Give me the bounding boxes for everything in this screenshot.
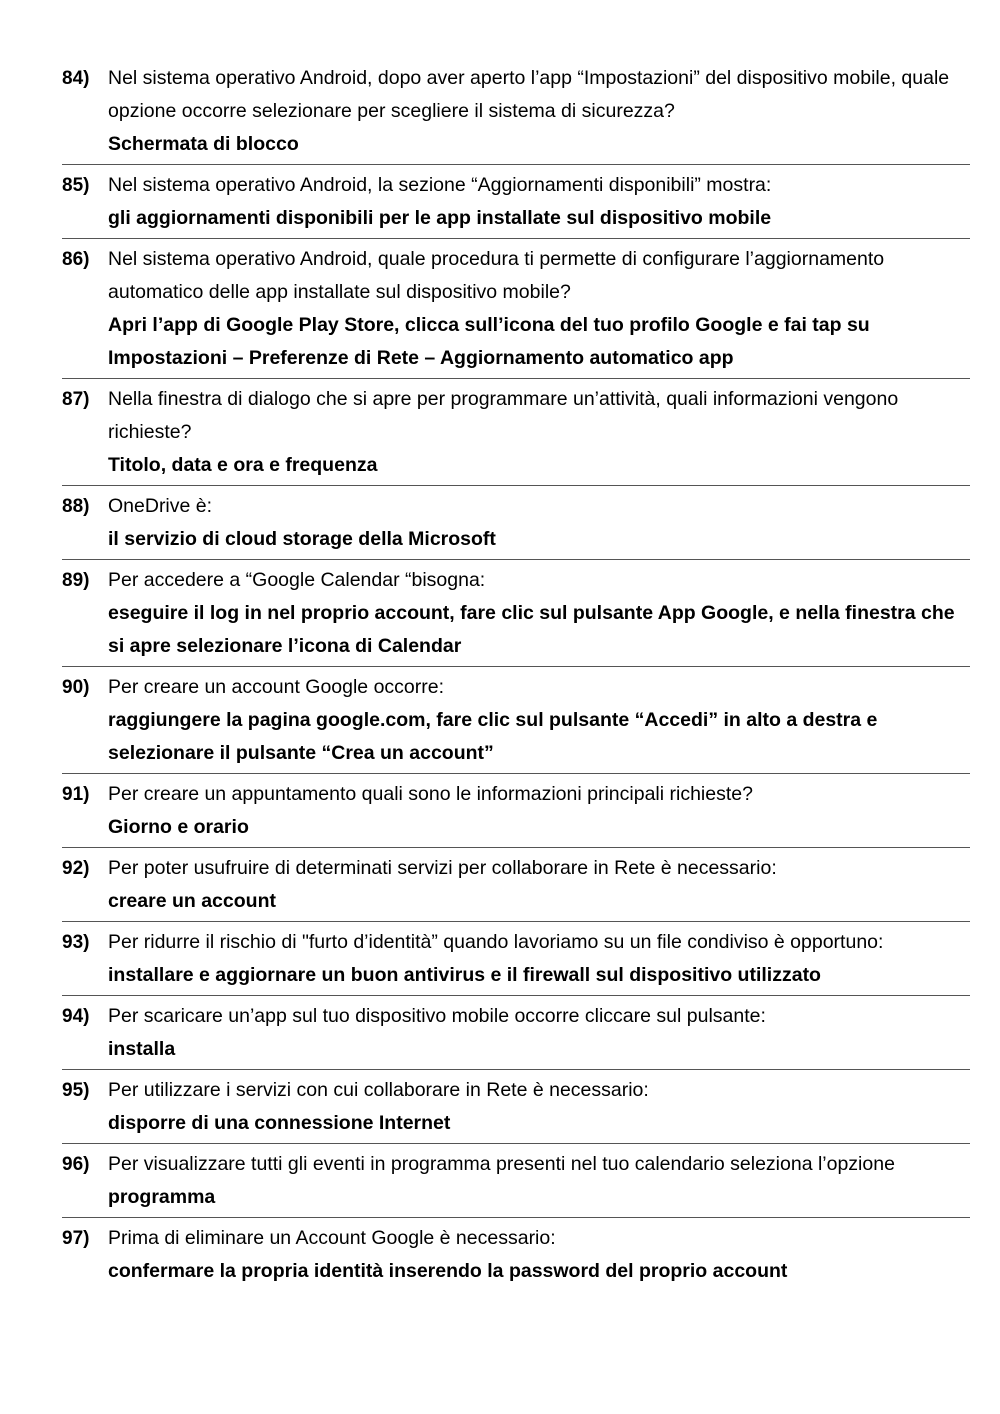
question-text: Per visualizzare tutti gli eventi in programma presenti nel tuo calendario seleziona l’opzione [108,1153,895,1175]
qa-item [62,239,970,379]
qa-body [108,564,970,663]
qa-item [62,996,970,1070]
answer-text: confermare la propria identità inserendo la password del proprio account [108,1260,788,1282]
question-number: 96) [62,1154,90,1175]
answer-text: Giorno e orario [108,816,249,838]
qa-body [108,1222,970,1288]
qa-item [62,848,970,922]
question-text: OneDrive è: [108,495,213,517]
question-number: 95) [62,1080,90,1101]
question-number: 91) [62,784,90,805]
question-text: Nel sistema operativo Android, quale procedura ti permette di configurare l’aggiornamento automatico delle app installate sul dispositivo mobile? [108,248,885,303]
question-text: Per creare un account Google occorre: [108,676,445,698]
qa-body [108,852,970,918]
question-number: 93) [62,932,90,953]
question-number: 92) [62,858,90,879]
question-text: Per accedere a “Google Calendar “bisogna: [108,569,486,591]
question-number: 90) [62,677,90,698]
qa-body [108,926,970,992]
qa-body [108,243,970,375]
question-number: 88) [62,496,90,517]
qa-body [108,62,970,161]
question-text: Per poter usufruire di determinati servizi per collaborare in Rete è necessario: [108,857,777,879]
question-text: Per creare un appuntamento quali sono le informazioni principali richieste? [108,783,753,805]
qa-body [108,490,970,556]
qa-item [62,922,970,996]
qa-item [62,379,970,486]
qa-item [62,1144,970,1218]
answer-text: il servizio di cloud storage della Microsoft [108,528,496,550]
qa-body [108,383,970,482]
question-number: 85) [62,175,90,196]
answer-text: installa [108,1038,176,1060]
qa-body [108,778,970,844]
answer-text: installare e aggiornare un buon antivirus e il firewall sul dispositivo utilizzato [108,964,821,986]
qa-item [62,667,970,774]
question-text: Per scaricare un’app sul tuo dispositivo mobile occorre cliccare sul pulsante: [108,1005,766,1027]
qa-item [62,486,970,560]
qa-item [62,1070,970,1144]
qa-list [62,58,970,1291]
question-text: Nel sistema operativo Android, dopo aver aperto l’app “Impostazioni” del dispositivo mobile, quale opzione occorre selezionare per scegliere il sistema di sicurezza? [108,67,950,122]
question-text: Nel sistema operativo Android, la sezione “Aggiornamenti disponibili” mostra: [108,174,772,196]
question-text: Per ridurre il rischio di "furto d’identità” quando lavoriamo su un file condiviso è opportuno: [108,931,884,953]
qa-item [62,58,970,165]
answer-text: raggiungere la pagina google.com, fare clic sul pulsante “Accedi” in alto a destra e selezionare il pulsante “Crea un account” [108,709,878,764]
question-number: 97) [62,1228,90,1249]
qa-item [62,1218,970,1291]
question-text: Prima di eliminare un Account Google è necessario: [108,1227,556,1249]
answer-text: gli aggiornamenti disponibili per le app installate sul dispositivo mobile [108,207,772,229]
answer-text: Titolo, data e ora e frequenza [108,454,378,476]
answer-text: disporre di una connessione Internet [108,1112,451,1134]
question-number: 89) [62,570,90,591]
qa-body [108,1000,970,1066]
qa-item [62,560,970,667]
question-text: Nella finestra di dialogo che si apre per programmare un’attività, quali informazioni vengono richieste? [108,388,899,443]
answer-text: Apri l’app di Google Play Store, clicca sull’icona del tuo profilo Google e fai tap su Impostazioni – Preferenze di Rete – Aggiornamento automatico app [108,314,870,369]
answer-text: programma [108,1186,216,1208]
question-number: 86) [62,249,90,270]
question-number: 84) [62,68,90,89]
qa-item [62,774,970,848]
qa-body [108,1148,970,1214]
qa-item [62,165,970,239]
qa-body [108,169,970,235]
answer-text: eseguire il log in nel proprio account, fare clic sul pulsante App Google, e nella finestra che si apre selezionare l’icona di Calendar [108,602,955,657]
question-text: Per utilizzare i servizi con cui collaborare in Rete è necessario: [108,1079,649,1101]
qa-body [108,671,970,770]
qa-body [108,1074,970,1140]
answer-text: Schermata di blocco [108,133,299,155]
answer-text: creare un account [108,890,276,912]
question-number: 94) [62,1006,90,1027]
question-number: 87) [62,389,90,410]
